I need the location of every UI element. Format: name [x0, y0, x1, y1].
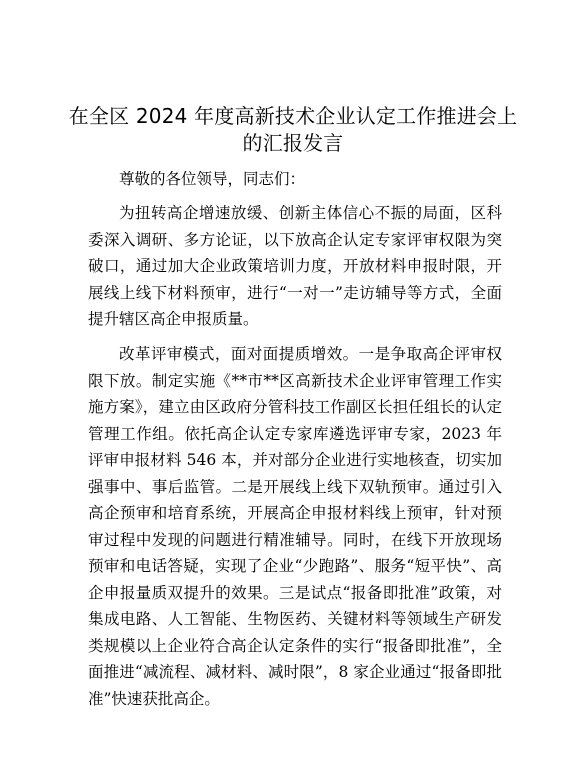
salutation: 尊敬的各位领导，同志们： [119, 170, 306, 188]
paragraph-reform: 改革评审模式，面对面提质增效。一是争取高企评审权限下放。制定实施《**市**区高新技术企业评审管理工作实施方案》，建立由区政府分管科技工作副区长担任组长的认定管理工作组。依托高企认定专家库遴选评审专家，2023 年评审申报材料 546 本，并对部分企业进行实地核查，切实加强事中、事后监管。二是开展线上线下双轨预审。通过引入高企预审和培育系统，开展高企申报材料线上预审，针对预审过程中发现的问题进行精准辅导。同时，在线下开放现场预审和电话答疑，实现了企业“少跑路”、服务“短平快”、高企申报量质双提升的效果。三是试点“报备即批准”政策，对集成电路、人工智能、生物医药、关键材料等领域生产研发类规模以上企业符合高企认定条件的实行“报备即批准”，全面推进“减流程、减材料、减时限”，8 家企业通过“报备即批准”快速获批高企。 [88, 345, 502, 708]
paragraph-intro: 为扭转高企增速放缓、创新主体信心不振的局面，区科委深入调研、多方论证，以下放高企认定专家评审权限为突破口，通过加大企业政策培训力度，开放材料申报时限，开展线上线下材料预审，进行“一对一”走访辅导等方式，全面提升辖区高企申报质量。 [88, 204, 502, 328]
document-title: 在全区 2024 年度高新技术企业认定工作推进会上的汇报发言 [68, 104, 518, 155]
